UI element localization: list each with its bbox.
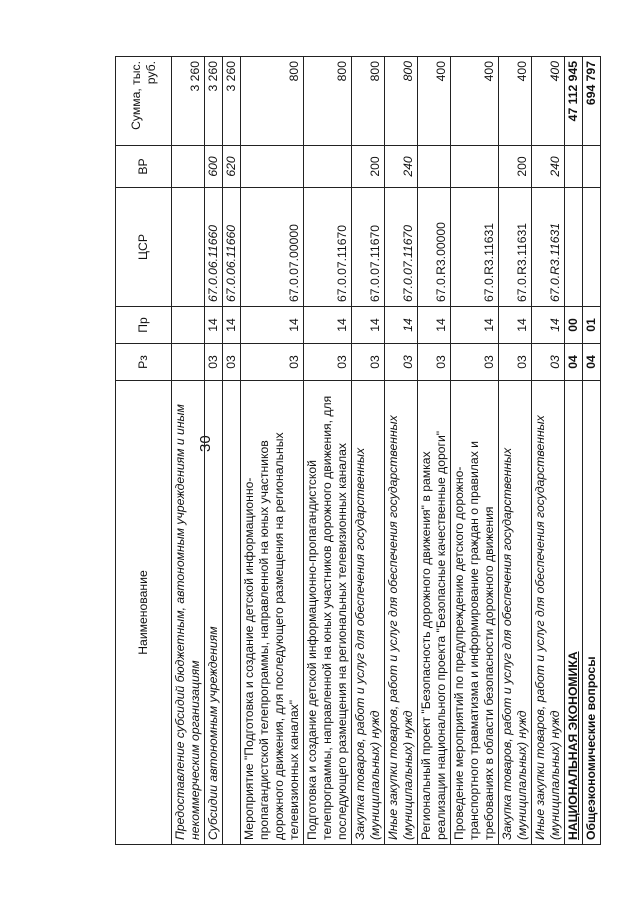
row-sum: 800 (385, 57, 418, 146)
row-pr: 14 (532, 307, 565, 344)
header-name: Наименование (116, 381, 172, 845)
row-name: Мероприятие "Подготовка и создание детской информационно-пропагандистской телепрограммы, направленной на юных участников дорожного движения, для последующего размещения на региональных телевизионных каналах" (241, 381, 304, 845)
row-rz: 03 (385, 344, 418, 381)
header-csr: ЦСР (116, 188, 172, 307)
row-pr: 00 (565, 307, 583, 344)
table-row (205, 57, 223, 845)
table-row (532, 57, 565, 845)
header-vr: ВР (116, 146, 172, 188)
row-sum: 800 (241, 57, 304, 146)
row-pr: 14 (304, 307, 352, 344)
row-rz: 03 (532, 344, 565, 381)
row-vr: 200 (499, 146, 532, 188)
table-row (418, 57, 451, 845)
row-sum: 400 (451, 57, 499, 146)
row-vr: 620 (223, 146, 241, 188)
table-row (565, 57, 583, 845)
row-pr: 14 (352, 307, 385, 344)
row-pr: 01 (583, 307, 601, 344)
row-sum: 400 (499, 57, 532, 146)
row-sum: 3 260 (172, 57, 205, 146)
header-pr: Пр (116, 307, 172, 344)
header-sum: Сумма, тыс. руб. (116, 57, 172, 146)
row-pr: 14 (499, 307, 532, 344)
row-pr: 14 (418, 307, 451, 344)
row-rz: 03 (451, 344, 499, 381)
row-csr: 67.0.06.11660 (205, 188, 223, 307)
row-name (223, 381, 241, 845)
row-sum: 400 (418, 57, 451, 146)
table-row (352, 57, 385, 845)
row-pr (172, 307, 205, 344)
row-sum: 400 (532, 57, 565, 146)
table-row (223, 57, 241, 845)
row-csr: 67.0.R3.11631 (499, 188, 532, 307)
row-vr (304, 146, 352, 188)
row-csr: 67.0.R3.11631 (532, 188, 565, 307)
row-name: Общеэкономические вопросы (583, 381, 601, 845)
row-name: Закупка товаров, работ и услуг для обеспечения государственных (муниципальных) нужд (352, 381, 385, 845)
row-csr (172, 188, 205, 307)
row-name: Иные закупки товаров, работ и услуг для обеспечения государственных (муниципальных) нужд (385, 381, 418, 845)
budget-table-wrapper (115, 61, 601, 845)
row-vr (418, 146, 451, 188)
row-csr (583, 188, 601, 307)
row-name: Подготовка и создание детской информационно-пропагандистской телепрограммы, направленной на юных участников дорожного движения, для последующего размещения на региональных телевизионных каналах (304, 381, 352, 845)
row-pr: 14 (205, 307, 223, 344)
table-row (172, 57, 205, 845)
row-vr (172, 146, 205, 188)
header-rz: Рз (116, 344, 172, 381)
row-csr: 67.0.07.11670 (352, 188, 385, 307)
row-sum: 47 112 945 (565, 57, 583, 146)
row-name: Предоставление субсидий бюджетным, автономным учреждениям и иным некоммерческим организациям (172, 381, 205, 845)
row-rz: 03 (352, 344, 385, 381)
row-vr (565, 146, 583, 188)
row-rz: 03 (499, 344, 532, 381)
row-name: НАЦИОНАЛЬНАЯ ЭКОНОМИКА (565, 381, 583, 845)
row-sum: 3 260 (223, 57, 241, 146)
table-row (451, 57, 499, 845)
table-row (241, 57, 304, 845)
row-csr (565, 188, 583, 307)
row-sum: 800 (352, 57, 385, 146)
row-rz (172, 344, 205, 381)
row-name: Проведение мероприятий по предупреждению детского дорожно-транспортного травматизма и информирование граждан о правилах и требованиях в области безопасности дорожного движения (451, 381, 499, 845)
row-rz: 03 (241, 344, 304, 381)
row-name: Субсидии автономным учреждениям (205, 381, 223, 845)
row-vr (583, 146, 601, 188)
row-name: Закупка товаров, работ и услуг для обеспечения государственных (муниципальных) нужд (499, 381, 532, 845)
budget-table (115, 56, 601, 845)
row-sum: 694 797 (583, 57, 601, 146)
table-header-row (116, 57, 172, 845)
row-vr: 240 (532, 146, 565, 188)
row-vr: 200 (352, 146, 385, 188)
row-rz: 04 (565, 344, 583, 381)
row-csr: 67.0.07.00000 (241, 188, 304, 307)
row-name: Региональный проект "Безопасность дорожного движения" в рамках реализации национального проекта "Безопасные качественные дороги" (418, 381, 451, 845)
row-pr: 14 (385, 307, 418, 344)
row-vr (241, 146, 304, 188)
row-vr: 600 (205, 146, 223, 188)
row-sum: 3 260 (205, 57, 223, 146)
row-csr: 67.0.R3.00000 (418, 188, 451, 307)
row-pr: 14 (223, 307, 241, 344)
row-rz: 03 (223, 344, 241, 381)
row-csr: 67.0.06.11660 (223, 188, 241, 307)
row-name: Иные закупки товаров, работ и услуг для обеспечения государственных (муниципальных) нужд (532, 381, 565, 845)
page-number: 30 (197, 435, 214, 452)
table-row (499, 57, 532, 845)
table-row (583, 57, 601, 845)
row-csr: 67.0.R3.11631 (451, 188, 499, 307)
table-row (304, 57, 352, 845)
row-rz: 03 (205, 344, 223, 381)
row-csr: 67.0.07.11670 (304, 188, 352, 307)
row-rz: 04 (583, 344, 601, 381)
row-rz: 03 (304, 344, 352, 381)
table-row (385, 57, 418, 845)
row-rz: 03 (418, 344, 451, 381)
row-sum: 800 (304, 57, 352, 146)
row-pr: 14 (451, 307, 499, 344)
row-pr: 14 (241, 307, 304, 344)
row-csr: 67.0.07.11670 (385, 188, 418, 307)
row-vr (451, 146, 499, 188)
row-vr: 240 (385, 146, 418, 188)
